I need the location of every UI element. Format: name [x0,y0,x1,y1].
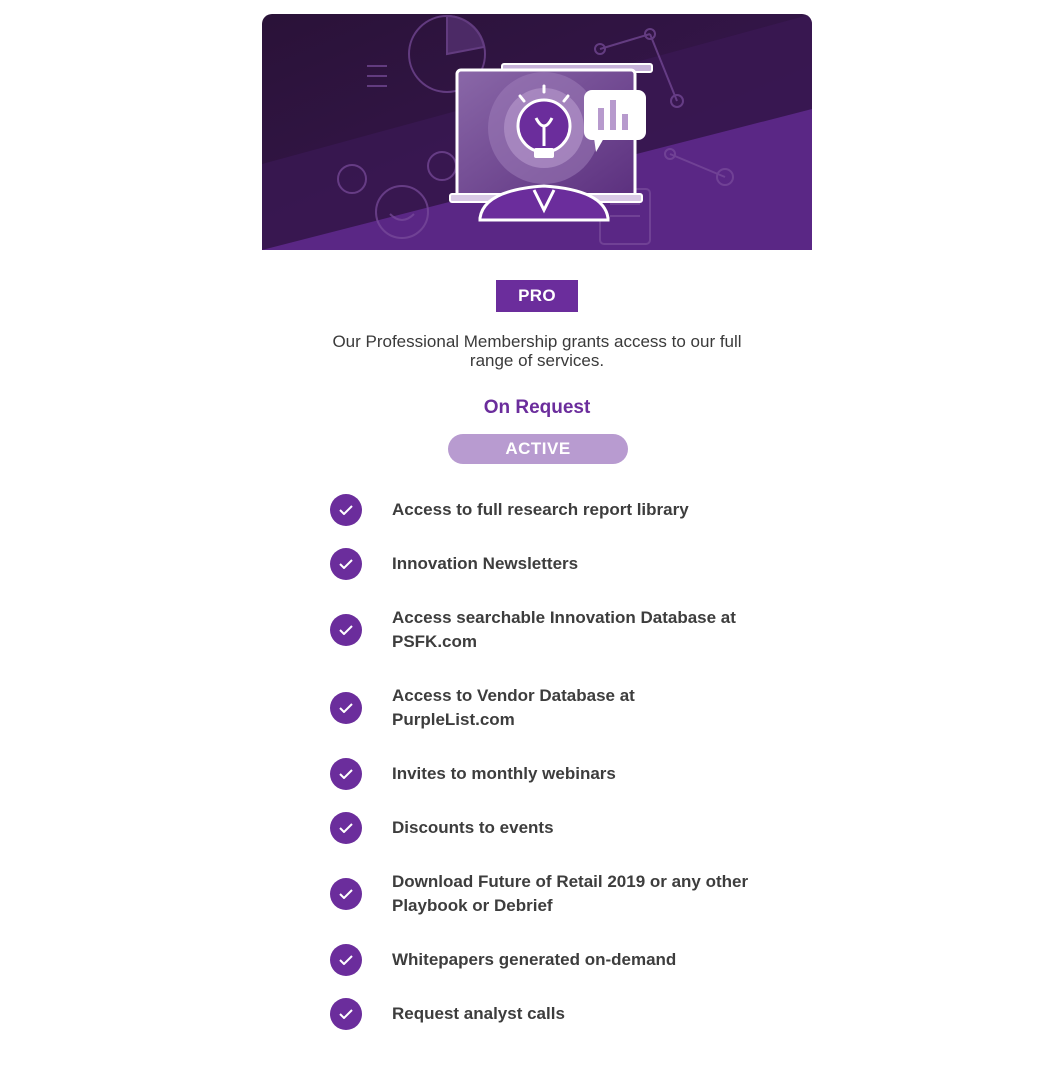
feature-item [330,606,770,654]
feature-label: Access searchable Innovation Database at PSFK.com [392,608,736,651]
plan-description: Our Professional Membership grants access to our full range of services. [332,332,742,370]
feature-label: Access to Vendor Database at PurpleList.com [392,686,635,729]
feature-label: Invites to monthly webinars [392,764,616,783]
hero-illustration [262,14,812,250]
check-icon [330,998,362,1030]
feature-item [330,812,770,844]
feature-item [330,998,770,1030]
check-icon [330,944,362,976]
feature-label: Innovation Newsletters [392,554,579,573]
plan-price: On Request [483,397,591,418]
tier-badge: PRO [496,280,578,312]
feature-item [330,944,770,976]
check-icon [330,692,362,724]
check-icon [330,494,362,526]
feature-item [330,548,770,580]
hero-banner [262,14,812,250]
feature-item [330,494,770,526]
feature-label: Request analyst calls [392,1004,565,1023]
check-icon [330,758,362,790]
check-icon [330,614,362,646]
feature-label: Download Future of Retail 2019 or any other Playbook or Debrief [392,872,749,915]
check-icon [330,812,362,844]
feature-item [330,758,770,790]
feature-label: Access to full research report library [392,500,689,519]
feature-item [330,684,770,732]
status-badge: ACTIVE [448,434,628,464]
feature-label: Discounts to events [392,818,554,837]
check-icon [330,548,362,580]
feature-label: Whitepapers generated on-demand [392,950,677,969]
feature-item [330,870,770,918]
check-icon [330,878,362,910]
